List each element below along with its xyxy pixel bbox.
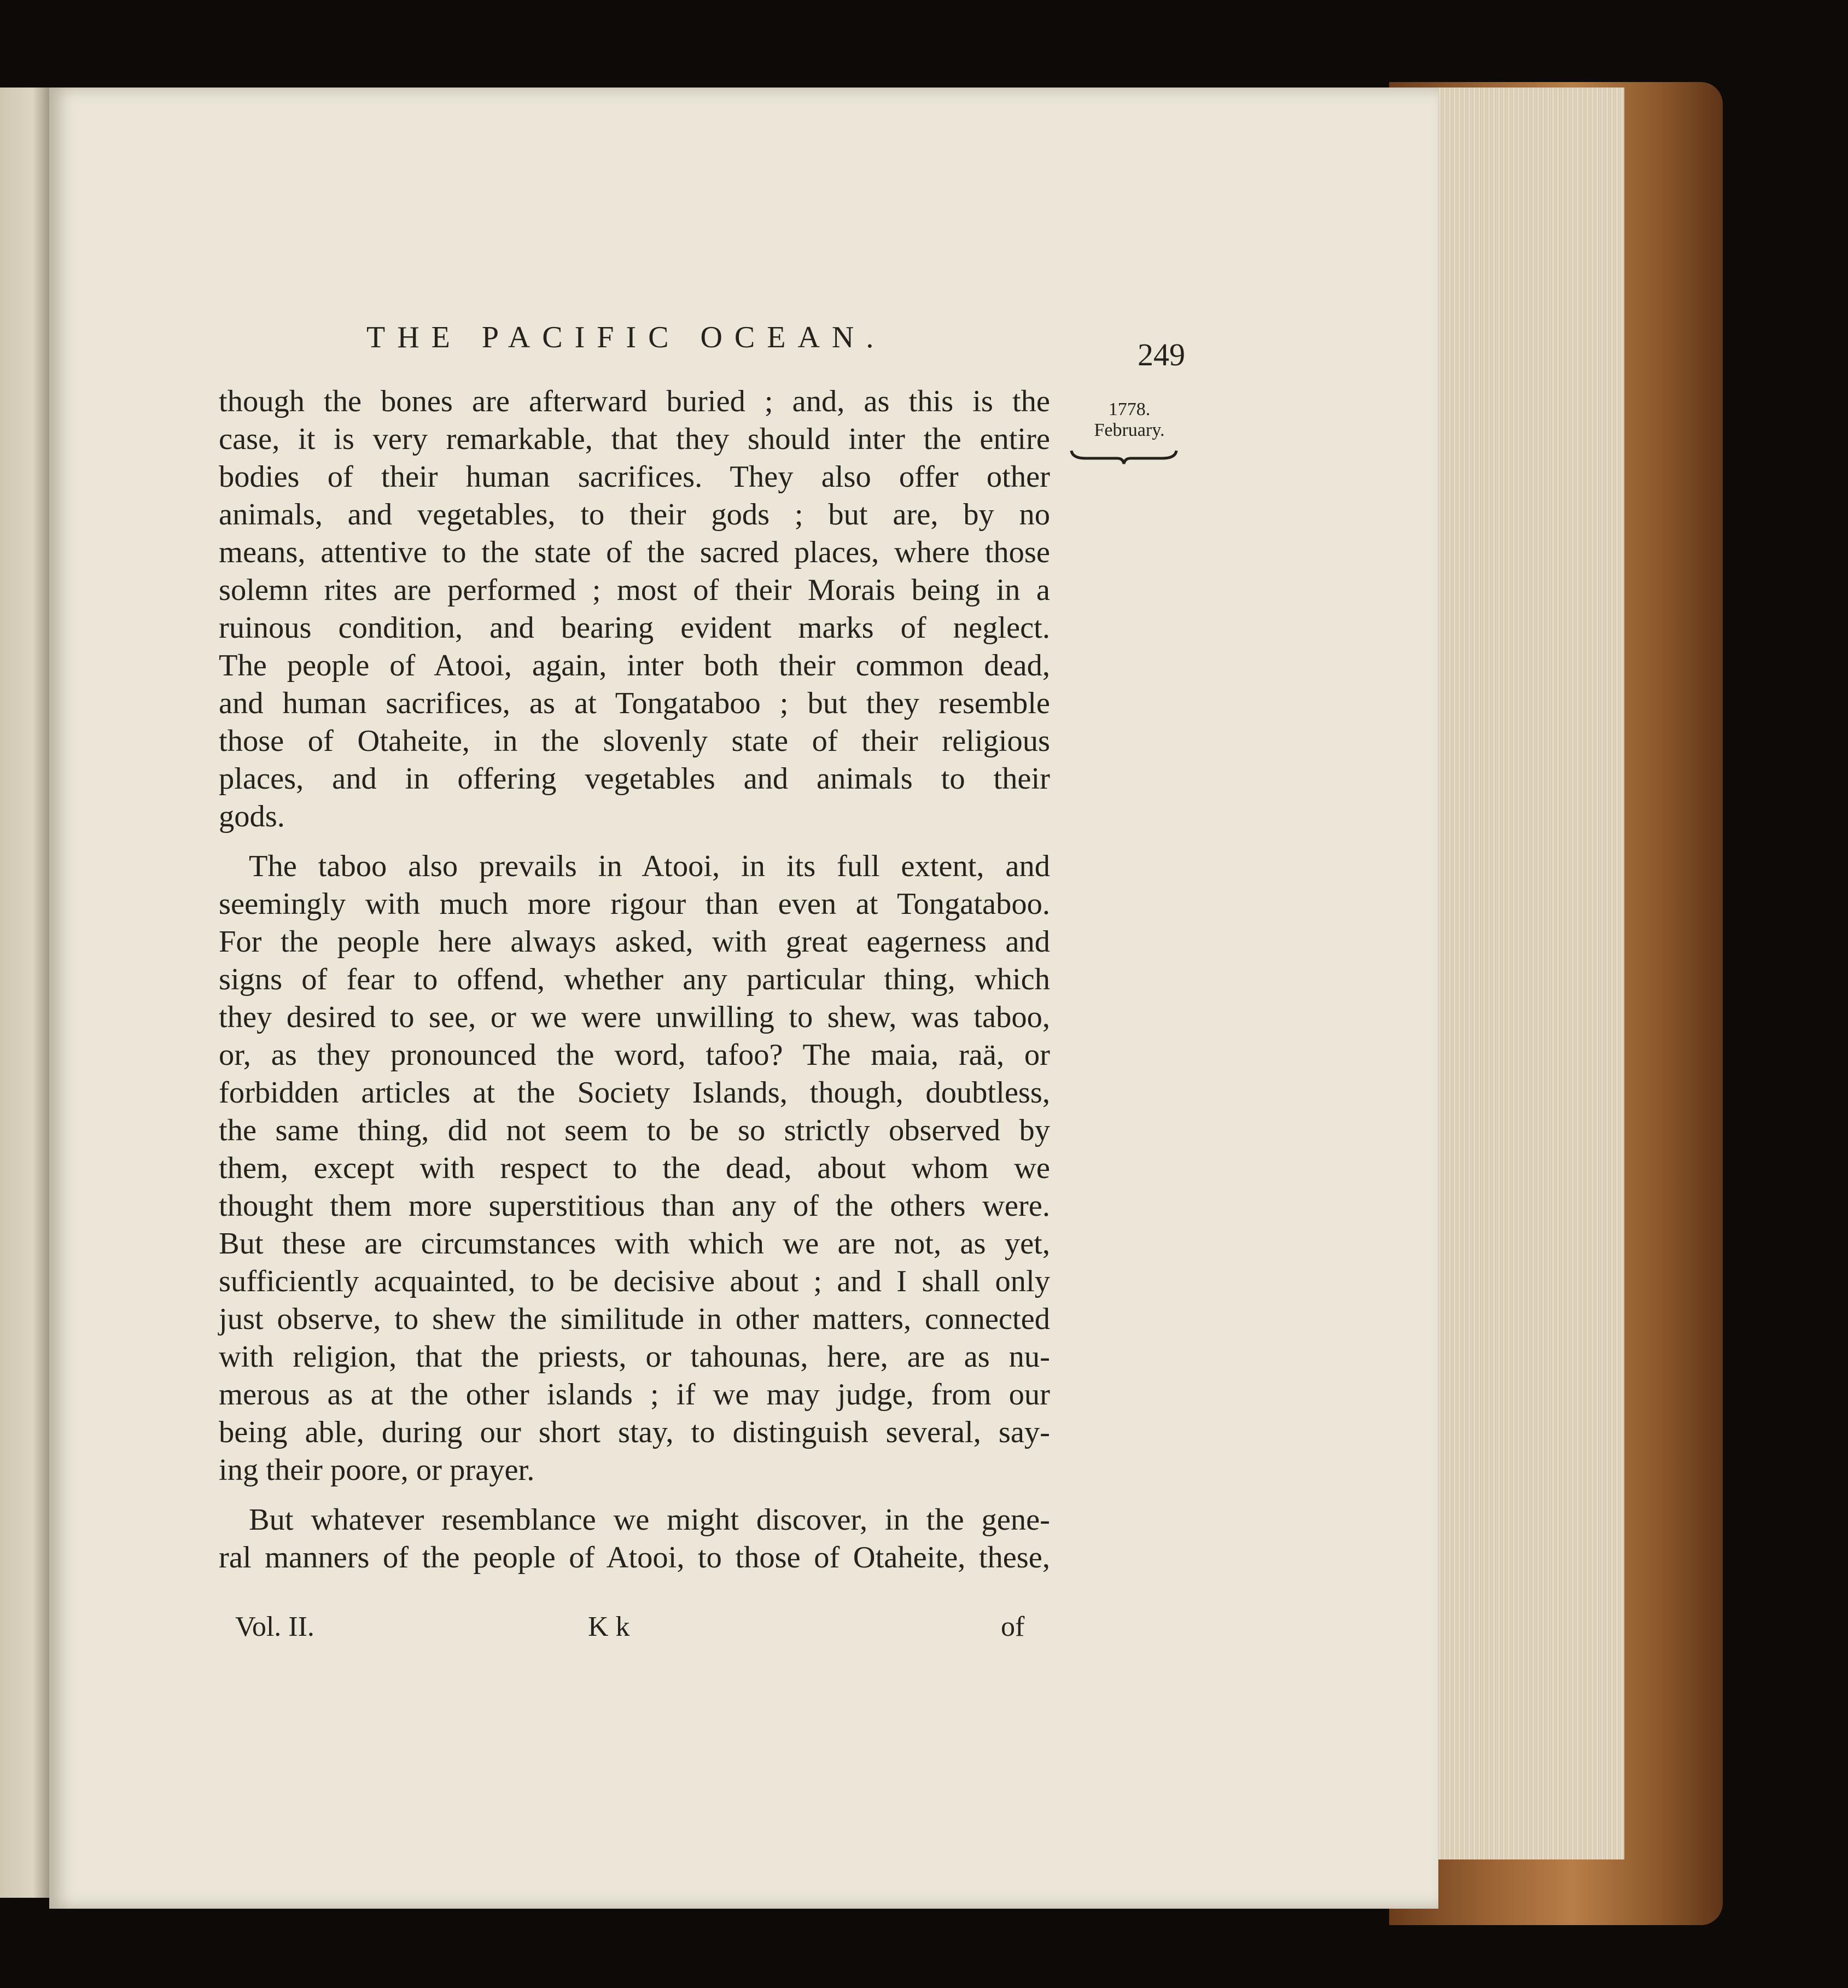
text-line: For the people here always asked, with great eagerness and [219,925,1050,959]
paragraph [219,1501,1050,1577]
text-line: and human sacrifices, as at Tongataboo ; but they resemble [219,686,1050,720]
text-line: The taboo also prevails in Atooi, in its full extent, and [249,849,1050,883]
text-line: ral manners of the people of Atooi, to those of Otaheite, these, [219,1541,1050,1575]
text-line: animals, and vegetables, to their gods ; but are, by no [219,498,1050,532]
text-line: those of Otaheite, in the slovenly state of their religious [219,724,1050,758]
text-line: they desired to see, or we were unwilling to shew, was taboo, [219,1000,1050,1034]
text-line: But these are circumstances with which we are not, as yet, [219,1227,1050,1261]
text-line: with religion, that the priests, or tahounas, here, are as nu- [219,1340,1050,1374]
text-line: being able, during our short stay, to distinguish several, say- [219,1415,1050,1449]
volume-label: Vol. II. [235,1611,314,1642]
page-number: 249 [1138,337,1185,372]
text-line: the same thing, did not seem to be so strictly observed by [219,1113,1050,1147]
text-line: them, except with respect to the dead, about whom we [219,1151,1050,1185]
text-line: sufficiently acquainted, to be decisive about ; and I shall only [219,1264,1050,1298]
text-line: ruinous condition, and bearing evident marks of neglect. [219,611,1050,645]
margin-note-year: 1778. [1108,399,1151,419]
text-line: seemingly with much more rigour than even at Tongataboo. [219,887,1050,921]
paragraph [219,848,1050,1489]
text-line: just observe, to shew the similitude in other matters, connected [219,1302,1050,1336]
text-line: places, and in offering vegetables and animals to their [219,762,1050,796]
text-line: The people of Atooi, again, inter both their common dead, [219,649,1050,683]
text-line: gods. [219,800,285,833]
text-line: though the bones are afterward buried ; and, as this is the [219,384,1050,418]
margin-note-month: February. [1094,420,1165,440]
page-block-edge [1422,88,1624,1859]
catchword: of [1001,1611,1025,1642]
text-line: ing their poore, or prayer. [219,1453,535,1487]
text-line: But whatever resemblance we might discover, in the gene- [249,1503,1050,1537]
left-page-edge [0,88,55,1898]
text-line: thought them more superstitious than any of the others were. [219,1189,1050,1223]
text-line: forbidden articles at the Society Islands, though, doubtless, [219,1076,1050,1110]
text-line: or, as they pronounced the word, tafoo? The maia, raä, or [219,1038,1050,1072]
text-line: bodies of their human sacrifices. They also offer other [219,460,1050,494]
text-line: merous as at the other islands ; if we may judge, from our [219,1378,1050,1412]
text-line: signs of fear to offend, whether any particular thing, which [219,963,1050,996]
text-line: case, it is very remarkable, that they should inter the entire [219,422,1050,456]
text-line: solemn rites are performed ; most of their Morais being in a [219,573,1050,607]
body-text [219,383,1050,1577]
signature-mark: K k [588,1611,630,1642]
margin-brace-icon [1069,447,1179,466]
running-title: THE PACIFIC OCEAN. [366,320,886,354]
paragraph [219,383,1050,836]
text-line: means, attentive to the state of the sacred places, where those [219,535,1050,569]
